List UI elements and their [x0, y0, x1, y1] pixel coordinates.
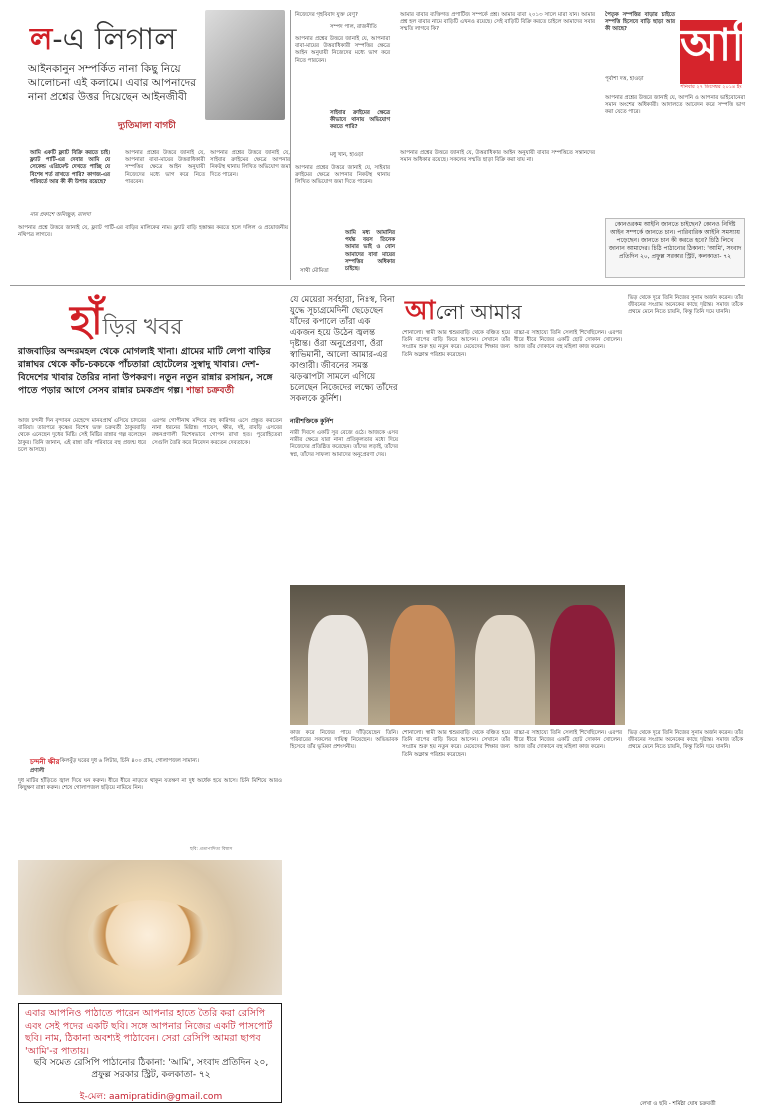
legal-mid-answer: আপনার প্রশ্নের উত্তরে জানাই যে, আপনারা বাবা-মায়ের উত্তরাধিকারী সম্পত্তির ক্ষেত্রে আইন অনুযায়ী নিজেদের মধ্যে ভাগ করে নিতে পারবেন।	[295, 36, 390, 64]
recipe-box-email: ই-মেল: aamipratidin@gmail.com	[79, 1092, 223, 1102]
legal-mid-question: নিজেদের গৃহবিবাদ যুক্ত বেণু?	[295, 12, 358, 18]
aalo-title-red: আ	[405, 296, 436, 326]
recipe-method: দুধ মাটির হাঁড়িতে জ্বাল দিয়ে ঘন করুন। ধীরে ধীরে নাড়তে থাকুন যতক্ষণ না দুধ অর্ধেক হয়ে আসে। চিনি মিশিয়ে আরও কিছুক্ষণ রান্না করুন। শেষে গোলাপজল ছড়িয়ে নামিয়ে নিন।	[18, 778, 282, 792]
legal-mid-sig2: মধু খান, হাওড়া	[330, 152, 364, 158]
legal-info-box	[605, 218, 745, 278]
aalo-body-3: বাচ্চা-র সাহায্যে তিনি সেলাই শিখেছিলেন। এরপর ধীরে ধীরে নিজের একটি ছোট দোকান খোলেন। আজ তাঁর দোকানে বহু মহিলা কাজ করেন।	[514, 330, 622, 351]
haari-body-2: এরপর গোপীনাথ মন্দিরে বহু কারিগর এসে প্রস্তুত করতেন নানা ধরনের মিষ্টান্ন। পায়েস, ক্ষীর, দই, রাবড়ি এসবের রন্ধনপ্রণালী বিশেষভাবে গোপন রাখা হত। পুরোহিতেরা সেগুলি তৈরি করে নিবেদন করতেন দেবতাকে।	[152, 418, 282, 446]
recipe-ingredients: কিলবুঁড় ঘরের দুধ ৬ লিটার, চিনি ৪০০ গ্রাম, গোলাপজল সামান্য।	[60, 758, 199, 764]
recipe-photo	[18, 860, 282, 995]
aalo-body-1: নারী দিবসে একটি সুর বেজে ওঠে। আজকে এসব নারীর ক্ষেত্রে যারা নানা প্রতিকূলতার মধ্যে দিয়ে নিজেদের প্রতিষ্ঠিত করেছেন। তাঁদের লড়াই, তাঁদের স্বপ্ন, তাঁদের সাফল্য আমাদের অনুপ্রেরণা দেয়।	[290, 430, 398, 458]
recipe-box-address: ছবি সমেত রেসিপি পাঠানোর ঠিকানা: 'আমি', সংবাদ প্রতিদিন ২০, প্রফুল্ল সরকার স্ট্রিট, কলকাতা- ৭২	[33, 1058, 269, 1080]
legal-illustration	[205, 10, 285, 120]
legal-answer-left: আপনার প্রশ্নে উত্তরে জানাই যে, ফ্ল্যাট পার্টি-এর বাড়ির মালিকের নাম। ফ্ল্যাট বাড়ি হস্তান্তর করতে হলে দলিল ও প্রয়োজনীয় নথিপত্র লাগবে।	[18, 225, 288, 239]
milk-bowl	[88, 900, 208, 970]
person-3	[475, 615, 535, 725]
legal-intro: আইনকানুন সম্পর্কিত নানা কিছু নিয়ে আলোচনা এই কলামে। এবার আপনাদের নানা প্রশ্নের উত্তর দিয়েছেন আইনজীবী	[28, 63, 196, 103]
haari-body-1: আজ চন্দনী দিন বৃন্দাবন মেহেন্দে মানবপ্রার্থ এসিয়ে চাদরের বারিয়া। তারপরে কৃষ্ণের বিশেষ ভক্ত চক্রবর্তী ঠাকুরবাড়ি থেকে এনেছেন দুধের মিষ্টি। সেই মিষ্টির রান্নার গল্প বলেছেন ঠাকুর। তিনি জানান, এই রান্না তাঁর পরিবারে বহু প্রজন্ম ধরে চলে আসছে।	[18, 418, 146, 453]
aalo-author: লেখা ও ছবি - শর্মিষ্ঠা ঘোষ চক্রবর্তী	[640, 1101, 716, 1107]
person-4	[550, 605, 615, 725]
haari-subtitle	[18, 345, 283, 397]
legal-question-left-sig: নাম প্রকাশে অনিচ্ছুক, মালদা	[30, 212, 91, 218]
haari-subtitle-text: রাজবাড়ির অন্দরমহল থেকে মোগলাই খানা। গ্রামের মাটি লেপা বাড়ির রান্নাঘর থেকে কাঁচ-চকচকে পাঁচতারা হোটেলের সুস্বাদু খাবার। দেশ-বিদেশের খাবার তৈরির নানা উপকরণ। নতুন নতুন রান্নার রসায়ন, সঙ্গে পাতে পড়ার আগে সেসব রান্নার চমকপ্রদ গল্প।	[18, 346, 273, 396]
aalo-intro: যে মেয়েরা সর্বহারা, নিঃস্ব, বিনা যুদ্ধে সূচ্যগ্রমেদিনী ছেড়েছেন যাঁদের কপালে তাঁরা এক একজন হয়ে উঠেন জ্বলন্ত দৃষ্টান্ত। ওঁরা অনুপ্রেরণা, ওঁরা স্বাভিমানী, আলো আমার-এর কাণ্ডারী। জীবনের সমস্ত ঝড়ঝাপটা সামলে এগিয়ে চলেছেন নিজেদের লক্ষ্যে তাঁদের সকলকে কুর্নিশ।	[290, 295, 398, 404]
aalo-body-2: শোনালো। স্বামী আর শ্বশুরবাড়ি থেকে বঞ্চিত হয়ে তিনি বাপের বাড়ি ফিরে আসেন। সেখানে তাঁর সংগ্রাম শুরু হয় নতুন করে। মেয়েদের শিক্ষার জন্য তিনি অক্লান্ত পরিশ্রম করেছেন।	[402, 330, 510, 358]
legal-answer-left-c: আপনার প্রশ্নের উত্তরে জানাই যে, সাইবার ক্রাইমের ক্ষেত্রে আপনার নিকটস্থ থানায় লিখিত অভিযোগ জমা দিতে পারেন।	[210, 150, 290, 178]
women-photo	[290, 585, 625, 725]
person-2	[390, 605, 455, 725]
legal-mid-question3: আমি মধ্য আমানির পর্যন্ত বয়স তিনেক আমার ভাই ও বোন আমাদের বাবা মায়ের সম্পত্তির অধিকার চাইছে।	[345, 230, 395, 273]
aalo-body-6: শোনালো। স্বামী আর শ্বশুরবাড়ি থেকে বঞ্চিত হয়ে তিনি বাপের বাড়ি ফিরে আসেন। সেখানে তাঁর সংগ্রাম শুরু হয় নতুন করে। মেয়েদের শিক্ষার জন্য তিনি অক্লান্ত পরিশ্রম করেছেন।	[402, 730, 510, 758]
aalo-body-7: বাচ্চা-র সাহায্যে তিনি সেলাই শিখেছিলেন। এরপর ধীরে ধীরে নিজের একটি ছোট দোকান খোলেন। আজ তাঁর দোকানে বহু মহিলা কাজ করেন।	[514, 730, 622, 751]
legal-author: দ্যুতিমালা বাগচী	[118, 121, 176, 131]
legal-far-right-question: পৈতৃক সম্পত্তির বাড়ার চাইতে সম্পত্তি হিসেবে বাড়ি ছাড়া আর কী আছে?	[605, 12, 675, 33]
legal-question-left: আমি একটি ফ্ল্যাট বিক্রি করতে চাই। ফ্ল্যাট পার্টি-এর দেবার আমি যে সেকেন্ড এগ্রিমেন্ট দেখতে পাচ্ছি যে বিশেষ শর্ত রাখতে পারি? কাগজ-এর পরিবর্তে আর কী কী উপায় রয়েছে?	[30, 150, 110, 185]
legal-heading-rest: -এ লিগাল	[52, 22, 177, 57]
aalo-body-8: ভিড় থেকে দূরে তিনি নিজের সুনাম অর্জন করেন। তাঁর জীবনের সংগ্রাম অনেকের কাছে দৃষ্টান্ত। সমাজ তাঁকে প্রথমে মেনে নিতে চায়নি, কিন্তু তিনি দমে যাননি।	[628, 730, 743, 751]
legal-mid-sig3: সাথী মৌমিতা	[300, 268, 329, 274]
section-divider	[10, 285, 745, 286]
recipe-box-text: এবার আপনিও পাঠাতে পারেন আপনার হাতে তৈরি করা রেসিপি এবং সেই পদের একটি ছবি। সঙ্গে আপনার নিজের একটি পাসপোর্ট ছবি। নাম, ঠিকানা অবশ্যই পাঠাবেন। সেরা রেসিপি আমরা ছাপব 'আমি'-র পাতায়।	[25, 1008, 273, 1057]
legal-mid-sig: সম্পদ পাল, রাজনীতি	[330, 24, 377, 30]
aalo-title	[405, 295, 522, 329]
photo-credit: ছবি: প্রতাপাদিত্য বিশ্বাস	[190, 847, 233, 852]
column-divider	[290, 10, 291, 280]
aalo-body-4: ভিড় থেকে দূরে তিনি নিজের সুনাম অর্জন করেন। তাঁর জীবনের সংগ্রাম অনেকের কাছে দৃষ্টান্ত। সমাজ তাঁকে প্রথমে মেনে নিতে চায়নি, কিন্তু তিনি দমে যাননি।	[628, 295, 743, 316]
aalo-body-5: কাজ করে নিজের পায়ে দাঁড়িয়েছেন তিনি। পরিবারের সকলের দায়িত্ব নিয়েছেন। অভিভাবক হিসেবে তাঁর ভূমিকা প্রশংসনীয়।	[290, 730, 398, 751]
person-1	[308, 615, 368, 725]
legal-right-answer2: আপনার প্রশ্নের উত্তরে জানাই যে, উত্তরাধিকার আইন অনুযায়ী বাবার সম্পত্তিতে সন্তানদের সমান অধিকার রয়েছে। সকলের সম্মতি ছাড়া বিক্রি করা যায় না।	[400, 150, 595, 164]
legal-heading-red: ল	[30, 22, 53, 57]
legal-info-text: কোনওরকম আইনি জানতে চাইছেন? কোনও নির্দিষ্ট আইন সম্পর্কে জানতে চান। পারিবারিক আইনি সমস্যায় পড়েছেন। জানতে চান কী করতে হবে? চিঠি লিখে জানান আমাদের। চিঠি পাঠানোর ঠিকানা: 'আমি', সংবাদ প্রতিদিন ২০, প্রফুল্ল সরকার স্ট্রিট, কলকাতা- ৭২	[608, 221, 742, 260]
haari-author: শান্তা চক্রবর্তী	[186, 385, 235, 396]
aalo-label: নারীশক্তিকে কুর্নিশ	[290, 418, 334, 425]
masthead-logo	[680, 20, 768, 84]
legal-far-right-answer: আপনার প্রশ্নের উত্তরে জানাই যে, আপনি ও আপনার ভাইবোনেরা সমান অংশের অধিকারী। আদালতে আবেদন করে সম্পত্তি ভাগ করা যেতে পারে।	[605, 95, 745, 116]
legal-mid-answer2: আপনার প্রশ্নের উত্তরে জানাই যে, সাইবার ক্রাইমের ক্ষেত্রে আপনার নিকটস্থ থানায় লিখিত অভিযোগ জমা দিতে পারেন।	[295, 165, 390, 186]
legal-answer-left-b: আপনার প্রশ্নের উত্তরে জানাই যে, আপনারা বাবা-মায়ের উত্তরাধিকারী সম্পত্তির ক্ষেত্রে আইন অনুযায়ী নিজেদের মধ্যে ভাগ করে নিতে পারবেন।	[125, 150, 205, 185]
legal-heading	[30, 20, 177, 59]
masthead-letter: আমি	[680, 20, 768, 71]
legal-mid-question2: সাইবার ক্রাইমের ক্ষেত্রে কীভাবে থানায় অভিযোগ করতে পারি?	[330, 110, 390, 131]
haari-title-red: হাঁ	[70, 297, 103, 344]
haari-title-rest: ড়ির খবর	[102, 315, 183, 340]
haari-title	[70, 295, 183, 347]
recipe-submission-box	[18, 1003, 282, 1103]
recipe-name: চন্দনী ক্ষীর	[30, 758, 60, 766]
legal-right-answer: আমার বাবার ব্যক্তিগত প্রপার্টিজ সম্পর্কে প্রশ্ন। আমার বাবা ২০১৩ সালে মারা যান। আমার প্রশ্ন হল বাবার নামে বাড়িটি এখনও রয়েছে। সেই বাড়িটি বিক্রি করতে চাইলে আমাদের সবার সম্মতি লাগবে কি?	[400, 12, 595, 33]
aalo-title-rest: লো আমার	[435, 300, 522, 324]
masthead-date: শনিবার ২৭ ডিসেম্বর ২০১৪ ইং	[680, 84, 742, 90]
recipe-method-label: প্রণালী	[30, 768, 45, 774]
legal-far-right-sig: পূর্বাশা দত্ত, হাওড়া	[605, 76, 644, 82]
